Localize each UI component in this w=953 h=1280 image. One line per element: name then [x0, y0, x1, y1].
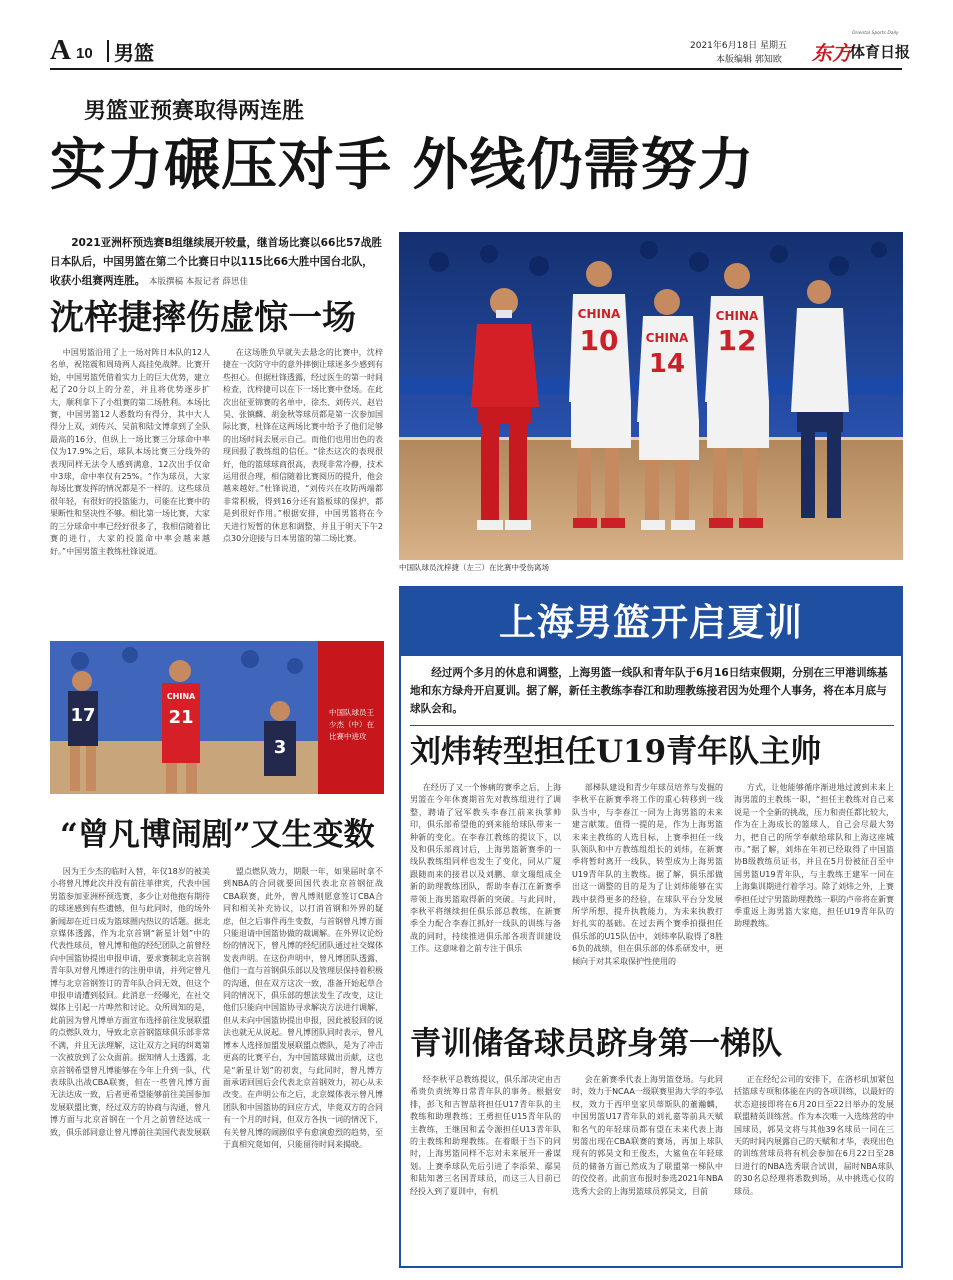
youth-column-3: [734, 1074, 894, 1260]
paper-logo-black: 体育日报: [850, 43, 911, 61]
youth-column-1-text: 经李秋平总教练提议，俱乐部决定由吉希贵负责统筹日常青年队的事务。根据安排，彭飞和吉智喆将担任U17青年队的主教练和助理教练；王勇担任U15青年队的主教练，王继国和孟令源担任U13青年队的主教练和助理教练。在着眼于当下的同时，上海男篮同样不忘对未来展开一番谋划。上赛季球队先后引进了李添荣、鄢昊和陆知著三名国青球员，而这三人目前已经投入到了夏训中，有机: [410, 1075, 561, 1196]
svg-text:14: 14: [648, 349, 686, 379]
zeng-column-1-text: 因为王少杰的临时入替，年仅18岁的被美小将曾凡博此次并没有前往菲律宾，代表中国男篮参加亚洲杯预选赛，多少让对他抱有期待的球迷感到有些遗憾，但与此同时，他的场外新闻却在近日成为篮球圈内热议的话题。据北京媒体透露，作为北京首钢“新星计划”中的代表性球员，曾凡博和他的经纪团队之前曾经向中国篮协提出申报申请，要求赛制北京首钢青年队对曾凡博进行的注册申请，并列定曾凡博与北京首钢签订的青年队合同无效，但这个申报申请遭到驳回。此消息一经曝光，在社交媒体上引起一片哗然和讨论。众所周知的是，此前因为曾凡博单方面宣布选择前往发展联盟的点燃队效力，导致北京首钢篮球俱乐部非常不满，并且无法理解，这让双方之间的纠葛第一次被放到了公众面前。据知情人士透露，北京首钢希望曾凡博能够在今年上升到一队，代表球队出战CBA联赛，但在一些曾凡博方面无法达成一致，后者更希望能够前往美国参加发展联盟比赛，经过双方的协商与沟通，曾凡博方面与北京首钢在一个月之前曾经达成一致，俱乐部同意让曾凡博前往美国代表发展联: [50, 867, 210, 1137]
liuwei-column-1-text: 在经历了又一个惨痛的赛季之后，上海男篮在今年休赛期首先对教练组进行了调整，聘请了冠军教头李春江前来执掌帅印，俱乐部希望他的到来能给球队带来一种新的变化。在李春江教练的提议下，以及和俱乐部商讨后，上海男篮新赛季的一线队教练组同样也发生了变化，同从广厦跟随而来的接君以及刘鹏、章文瑞组成全新的助理教练团队，帮助李春江在新赛季带领上海男篮取得新的突破。与此同时，李秋平将继续担任俱乐部总教练，在新赛季全力配合李春江抓好一线队的训练与备战的同时，持续推进俱乐部各项青训建设工作。这意味着之前专注于俱乐: [410, 783, 561, 954]
section-title-zeng: “曾凡博闹剧”又生变数: [60, 817, 375, 853]
liuwei-column-2-text: 部梯队建设和青少年球员培养与发掘的李秋平在新赛季将工作的重心转移到一线队当中，与李春江一同为上海男篮的未来建言献策。值得一提的是，作为上海男篮未来主教练的人选目标，上赛季担任一线队领队和中方教练组组长的刘炜，在新赛季将暂时离开一线队，转型成为上海男篮U19青年队的主教练。据了解，俱乐部做出这一调整的目的是为了让刘炜能够在实践中获得更多的经验，在球队平台分发展所学所想，提升执教能力，为未来执教打好扎实的基础。在过去两个赛季拍摄担任俱乐部的U15队伍中，刘炜率队取得了8胜6负的战绩，但在俱乐部的体系研发中，更倾向于对其采取保护性使用的: [572, 783, 723, 966]
section-label: 男篮: [114, 41, 154, 65]
svg-text:10: 10: [579, 324, 619, 357]
paper-logo: [812, 31, 912, 65]
svg-text:CHINA: CHINA: [577, 307, 621, 321]
section-title-shen: 沈梓捷摔伤虚惊一场: [50, 298, 356, 338]
second-photo-caption-box: [318, 641, 384, 794]
svg-text:CHINA: CHINA: [645, 331, 689, 345]
shanghai-lead-text: 经过两个多月的休息和调整，上海男篮一线队和青年队于6月16日结束假期，分别在三甲港训练基地和东方绿舟开启夏训。据了解，新任主教练李春江和助理教练接君因为处理个人事务，将在本月底与球队会和。: [410, 667, 888, 715]
main-photo-illustration: [399, 232, 903, 560]
page-letter: A: [50, 34, 71, 66]
section-title-youth: 青训储备球员跻身第一梯队: [410, 1026, 782, 1062]
paper-logo-red: 东方: [812, 41, 852, 65]
zeng-column-2-text: 盟点燃队效力，期限一年，如果届时拿不到NBA的合同就要回国代表北京首钢征战CBA联赛，此外，曾凡博则愿意签订CBA合同和相关补充协议，以打消首钢和外界的疑虑，但之后事件再生变数，与首钢曾凡博方面只能退请中国篮协做的裁调解。在外界议论纷纷的情况下，曾凡博的经纪团队通过社交媒体发表声明。在这份声明中，曾凡博团队透露，他们一直与首钢俱乐部以及管理层保持着积极的沟通，但在双方这次一致，准备开始起草合同的情况下，俱乐部的想法发生了改变，这让他们只能向中国篮协寻求解决方法进行调解，但从未向中国篮协提出申报，因此被驳回的说法也就无从说起。曾凡博团队同时表示，曾凡博本人选择加盟发展联盟点燃队，是为了冲击更高的比赛平台，为中国篮球做出贡献，这也是“新星计划”的初衷，与此同时，曾凡博方面承诺回国后会代表北京首钢效力，初心从未改变。在声明公布之后，北京媒体表示曾凡博团队和中国篮协的回应方式，毕竟双方的合同有一个月的时间，但双方各执一词的情况下，有关曾凡博的闹剧似乎有愈演愈烈的趋势，至于真相究竟如何，只能留待时间来揭晓。: [223, 867, 383, 1149]
liuwei-column-3-text: 方式，让他能够循序渐进地过渡到未来上海男篮的主教练一职，“担任主教练对自己来说是一个全新的挑战，压力和责任都比较大，作为在上海成长的篮球人，自己会尽最大努力，把自己的所学奉献给球队和上海这座城市。”据了解，刘炜在年初已经取得了中国篮协B级教练员证书，并且在5月份被征召至中国男篮U19青年队，与主教练王建军一同在上海集训期进行着学习。除了刘炜之外，上赛季担任过宁男篮助理教练一职的卢帝将在新赛季重返上海男篮大家庭，担任U19青年队的助理教练。: [734, 783, 894, 929]
main-lead-text: 2021亚洲杯预选赛B组继续展开较量，继首场比赛以66比57战胜日本队后，中国男篮在第二个比赛日中以115比66大胜中国台北队，收获小组赛两连胜。: [50, 237, 382, 287]
svg-text:12: 12: [717, 324, 757, 357]
main-photo-caption: 中国队球员沈梓捷（左三）在比赛中受伤离场: [399, 563, 549, 572]
shanghai-lead: [410, 664, 894, 718]
zeng-column-1: [50, 866, 210, 1264]
main-headline: 实力碾压对手 外线仍需努力: [50, 132, 755, 198]
shen-column-1: [50, 347, 210, 630]
main-byline: 本版撰稿 本报记者 薛思佳: [149, 277, 248, 287]
liuwei-column-2: [572, 782, 723, 1012]
issue-date: 2021年6月18日 星期五: [690, 41, 787, 51]
page-number-block: [50, 36, 112, 66]
liuwei-column-1: [410, 782, 561, 1012]
shanghai-banner-title: 上海男篮开启夏训: [499, 600, 803, 644]
page-editor: 本版编辑 郭知欧: [716, 55, 782, 65]
second-photo-illustration: [50, 641, 318, 794]
main-lead: [50, 234, 383, 292]
youth-column-3-text: 正在经纪公司的安排下，在洛杉矶加紧包括篮球专项和体能在内的各项训练，以最好的状态迎接即将在6月20日至22日举办的发展联盟精英训练营。作为本次唯一入选练营的中国球员，郭昊文将与其他39名球员一同在三天的时间内展露自己的天赋和才华，表现出色的训练营球员将有机会参加在6月22日至28日进行的NBA选秀联合试训，届时NBA球队的30名总经理将悉数到场，从中挑选心仪的球员。: [734, 1075, 894, 1196]
svg-text:17: 17: [70, 705, 96, 726]
masthead-divider-v: [107, 40, 109, 62]
masthead: [0, 0, 953, 72]
shen-column-1-text: 中国男篮沿用了上一场对阵日本队的12人名单，祝铭震和周琦两人高挂免战牌。比赛开始，中国男篮凭借着实力上的巨大优势，建立起了20分以上的分差，并且将优势逐步扩大，顺利拿下了小组赛的第二场胜利。本场比赛，中国男篮12人悉数均有得分，其中大人得分上双，刘传兴、吴前和陆文博拿到了全队最高的16分，但纵上一场比赛三分球命中率仅为17.9%之后，球队本场比赛三分线外的表现同样无法令人感到满意，12次出手仅命中3球，命中率仅有25%。“作为球员，大家每场比赛发挥的情况都是不一样的。这些球员很年轻，有很好的投篮能力，可能在比赛中的果断性和坚决性不够。相比第一场比赛，大家的三分球命中率已经好很多了，我相信随着比赛的进行，大家的投篮命中率会越来越好。”中国男篮主教练杜锋说道。: [50, 348, 210, 556]
second-photo-caption: 中国队球员王少杰（中）在比赛中进攻: [329, 708, 374, 741]
svg-text:21: 21: [168, 707, 194, 728]
svg-text:CHINA: CHINA: [715, 309, 759, 323]
youth-column-2-text: 会在新赛季代表上海男篮登场。与此同时，效力于NCAA一级联赛里海大学的李弘权，效力于西甲皇家贝蒂斯队的董瀚麟，中国男篮U17青年队的刘礼嘉等前具天赋和名气的年轻球员都有望在未来代表上海男篮出现在CBA联赛的赛场，再加上球队现有的郭昊文和王俊杰，大鲨鱼在年轻球员的储备方面已然成为了联盟第一梯队中的佼佼者。此前宣布报时参选2021年NBA选秀大会的上海男篮球员郭昊文，目前: [572, 1075, 723, 1196]
youth-column-2: [572, 1074, 723, 1260]
liuwei-column-3: [734, 782, 894, 1012]
shen-column-2-text: 在这场胜负早就失去悬念的比赛中，沈梓捷在一次防守中的意外摔倒让球迷多少感到有些担心。但据杜锋透露，经过医生的第一时间检查，沈梓捷可以在下一场比赛中登场。在此次出征亚锦赛的名单中，徐杰、刘传兴、赵岩昊、张镇麟、胡金秋等球员都是第一次参加国际比赛，杜锋在这两场比赛中给予了他们足够的出场时间去展示自己。而他们也用出色的表现回报了教练组的信任。“徐杰这次的表现很好，他的篮球球商很高，表现非常冷静，技术运用很合理，相信随着比赛阅历的提升，他会越来越好。”杜锋说道，“刘传兴在攻防两端都非常积极，得到16分还有篮板球的保护，都是到很好作用。”根据安排，中国男篮将在今天进行短暂的休息和调整，并且于明天下午2点30分迎接与日本男篮的第二场比赛。: [223, 348, 383, 544]
section-title-liuwei: 刘炜转型担任U19青年队主帅: [410, 734, 822, 770]
svg-text:CHINA: CHINA: [166, 692, 196, 701]
main-photo: [399, 232, 903, 560]
masthead-rule: [50, 68, 902, 70]
shen-column-2: [223, 347, 383, 630]
shanghai-banner: [401, 588, 901, 656]
second-photo: [50, 641, 318, 794]
page-number: 10: [76, 45, 93, 62]
youth-column-1: [410, 1074, 561, 1260]
shanghai-lead-rule: [410, 725, 894, 726]
zeng-column-2: [223, 866, 383, 1264]
main-kicker: 男篮亚预赛取得两连胜: [84, 98, 305, 124]
svg-text:3: 3: [273, 737, 287, 758]
paper-logo-en: Oriental Sports Daily: [852, 31, 899, 36]
